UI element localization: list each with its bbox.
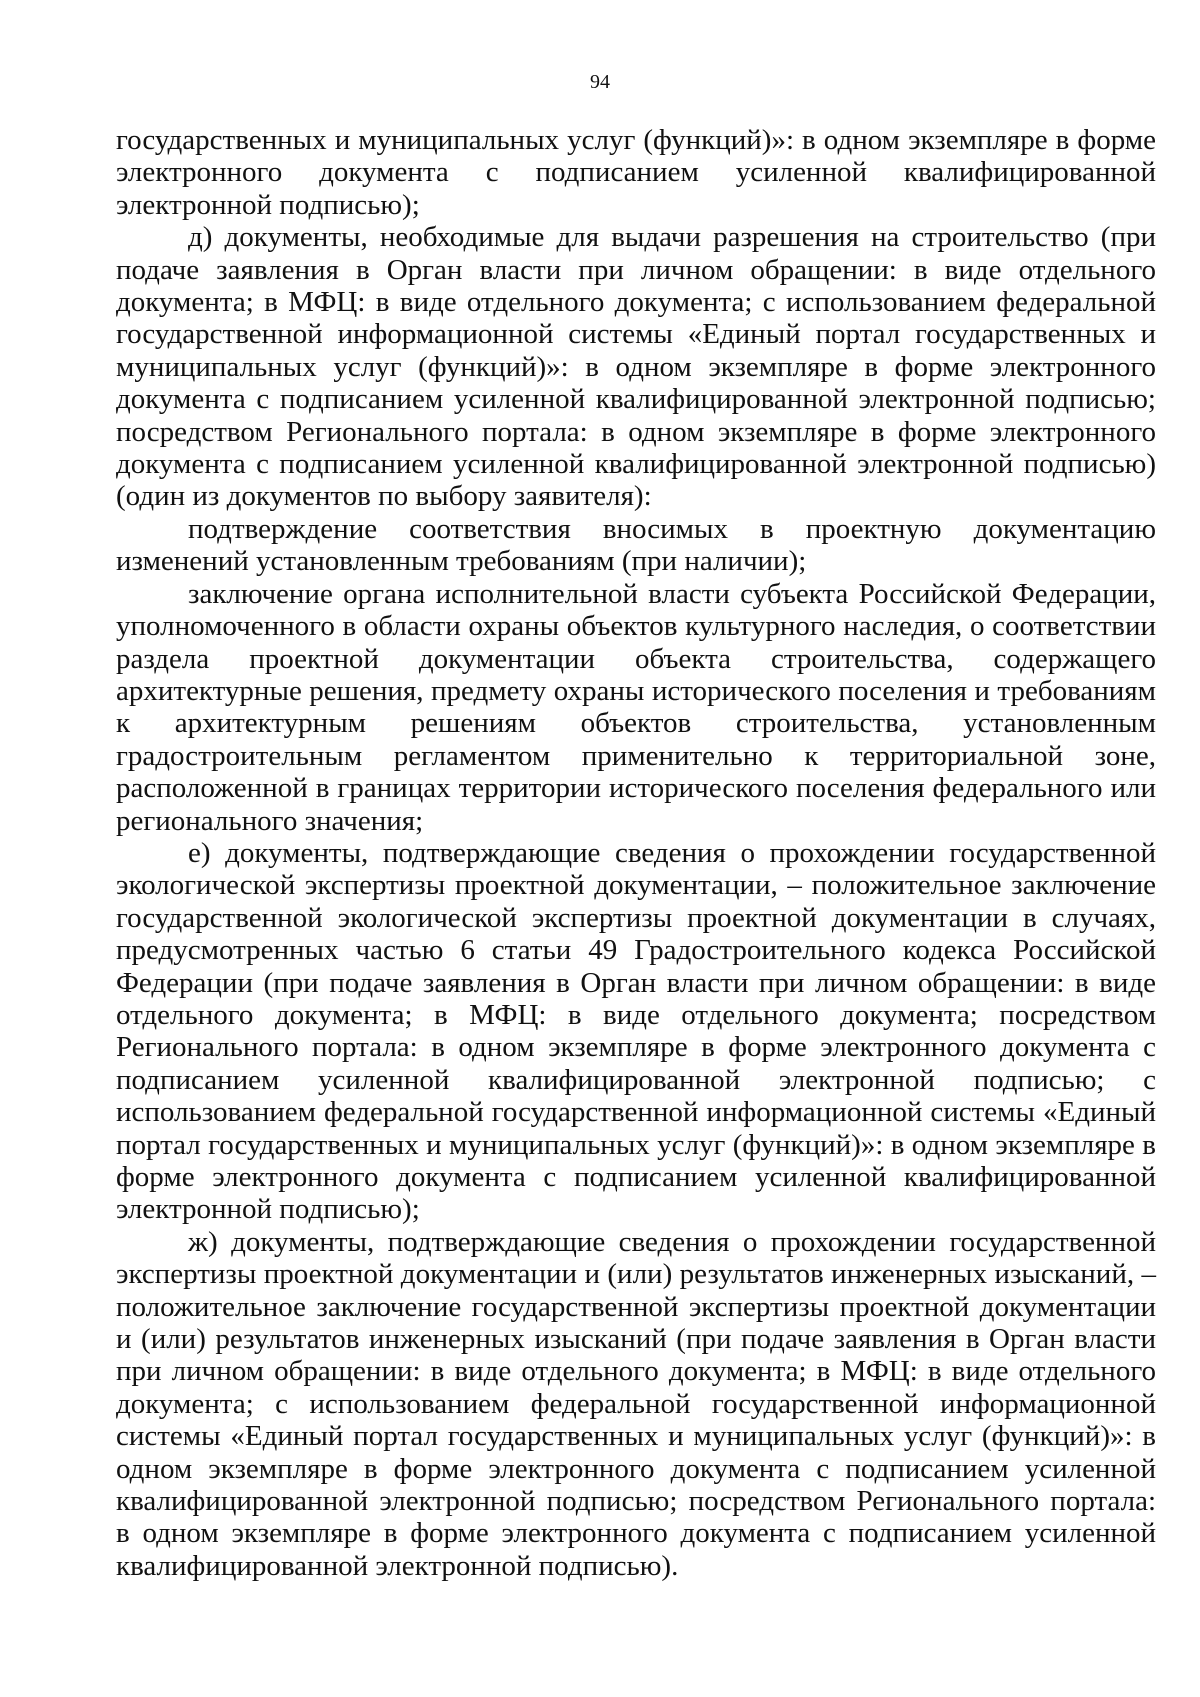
document-body xyxy=(116,124,1156,1582)
page-number: 94 xyxy=(590,71,610,93)
paragraph-item-d: д) документы, необходимые для выдачи разрешения на строительство (при подаче заявления в Орган власти при личном обращении: в виде отдельного документа; в МФЦ: в виде отдельного документа; с использованием федеральной государственной информационной системы «Единый портал государственных и муниципальных услуг (функций)»: в одном экземпляре в форме электронного документа с подписанием усиленной квалифицированной электронной подписью; посредством Регионального портала: в одном экземпляре в форме электронного документа с подписанием усиленной квалифицированной электронной подписью) (один из документов по выбору заявителя): xyxy=(116,221,1156,513)
paragraph-continuation: государственных и муниципальных услуг (функций)»: в одном экземпляре в форме электронного документа с подписанием усиленной квалифицированной электронной подписью); xyxy=(116,124,1156,221)
paragraph-sub-confirmation: подтверждение соответствия вносимых в проектную документацию изменений установленным требованиям (при наличии); xyxy=(116,512,1156,578)
paragraph-item-zh: ж) документы, подтверждающие сведения о прохождении государственной экспертизы проектной документации и (или) результатов инженерных изысканий, – положительное заключение государственной экспертизы проектной документации и (или) результатов инженерных изысканий (при подаче заявления в Орган власти при личном обращении: в виде отдельного документа; в МФЦ: в виде отдельного документа; с использованием федеральной государственной информационной системы «Единый портал государственных и муниципальных услуг (функций)»: в одном экземпляре в форме электронного документа с подписанием усиленной квалифицированной электронной подписью; посредством Регионального портала: в одном экземпляре в форме электронного документа с подписанием усиленной квалифицированной электронной подписью). xyxy=(116,1225,1156,1582)
paragraph-sub-conclusion: заключение органа исполнительной власти субъекта Российской Федерации, уполномоченного в области охраны объектов культурного наследия, о соответствии раздела проектной документации объекта строительства, содержащего архитектурные решения, предмету охраны исторического поселения и требованиям к архитектурным решениям объектов строительства, установленным градостроительным регламентом применительно к территориальной зоне, расположенной в границах территории исторического поселения федерального или регионального значения; xyxy=(116,577,1156,837)
paragraph-item-e: е) документы, подтверждающие сведения о прохождении государственной экологической экспертизы проектной документации, – положительное заключение государственной экологической экспертизы проектной документации в случаях, предусмотренных частью 6 статьи 49 Градостроительного кодекса Российской Федерации (при подаче заявления в Орган власти при личном обращении: в виде отдельного документа; в МФЦ: в виде отдельного документа; посредством Регионального портала: в одном экземпляре в форме электронного документа с подписанием усиленной квалифицированной электронной подписью; с использованием федеральной государственной информационной системы «Единый портал государственных и муниципальных услуг (функций)»: в одном экземпляре в форме электронного документа с подписанием усиленной квалифицированной электронной подписью); xyxy=(116,836,1156,1226)
